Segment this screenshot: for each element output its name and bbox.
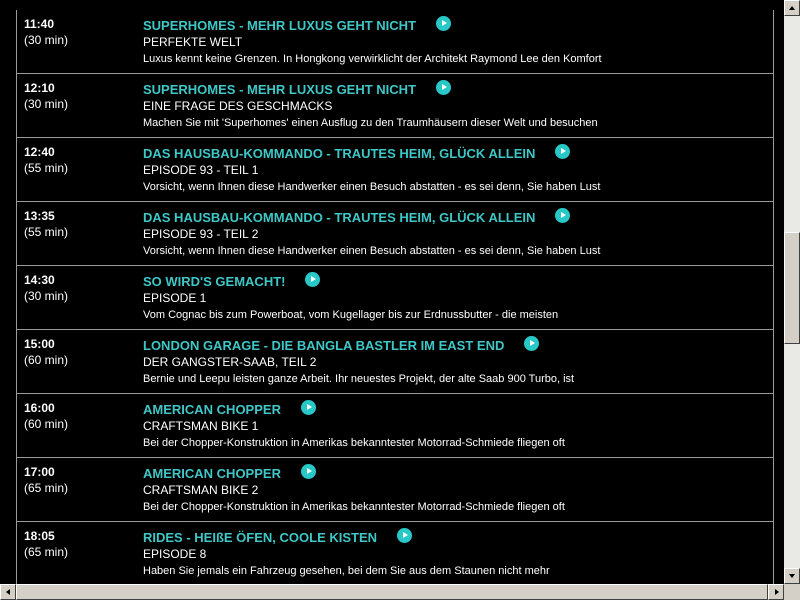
play-icon[interactable] xyxy=(555,208,570,223)
program-row xyxy=(17,266,773,330)
program-duration: (30 min) xyxy=(24,289,69,303)
program-time: 18:05 xyxy=(24,529,55,543)
episode-title: CRAFTSMAN BIKE 2 xyxy=(143,483,259,497)
program-title[interactable]: SUPERHOMES - MEHR LUXUS GEHT NICHT xyxy=(143,82,417,97)
play-icon[interactable] xyxy=(436,16,451,31)
play-icon[interactable] xyxy=(524,336,539,351)
scroll-up-button[interactable] xyxy=(784,0,800,16)
program-title-link[interactable] xyxy=(143,402,316,417)
program-description: Bernie und Leepu leisten ganze Arbeit. Ihr neuestes Projekt, der alte Saab 900 Turbo, ist xyxy=(143,373,575,385)
program-title[interactable]: AMERICAN CHOPPER xyxy=(143,466,281,481)
program-time: 11:40 xyxy=(24,17,55,31)
scroll-left-button[interactable] xyxy=(0,584,16,600)
program-title[interactable]: SUPERHOMES - MEHR LUXUS GEHT NICHT xyxy=(143,18,417,33)
program-time: 15:00 xyxy=(24,337,55,351)
play-icon[interactable] xyxy=(555,144,570,159)
program-time: 16:00 xyxy=(24,401,55,415)
vertical-scroll-thumb[interactable] xyxy=(784,232,800,344)
program-description: Vorsicht, wenn Ihnen diese Handwerker einen Besuch abstatten - es sei denn, Sie haben Lust xyxy=(143,181,601,193)
arrow-left-icon xyxy=(6,589,10,595)
program-title[interactable]: RIDES - HEIßE ÖFEN, COOLE KISTEN xyxy=(143,530,378,545)
program-title-link[interactable] xyxy=(143,210,570,225)
program-title-link[interactable] xyxy=(143,274,320,289)
episode-title: DER GANGSTER-SAAB, TEIL 2 xyxy=(143,355,317,369)
program-duration: (30 min) xyxy=(24,33,69,47)
program-description: Vorsicht, wenn Ihnen diese Handwerker einen Besuch abstatten - es sei denn, Sie haben Lust xyxy=(143,245,601,257)
program-title-link[interactable] xyxy=(143,530,412,545)
scroll-right-button[interactable] xyxy=(768,584,784,600)
program-row xyxy=(17,74,773,138)
program-description: Bei der Chopper-Konstruktion in Amerikas bekanntester Motorrad-Schmiede fliegen oft xyxy=(143,437,565,449)
program-title-link[interactable] xyxy=(143,466,316,481)
program-title[interactable]: SO WIRD'S GEMACHT! xyxy=(143,274,286,289)
program-duration: (60 min) xyxy=(24,353,69,367)
play-icon[interactable] xyxy=(301,400,316,415)
program-row xyxy=(17,202,773,266)
episode-title: PERFEKTE WELT xyxy=(143,35,243,49)
program-row xyxy=(17,394,773,458)
episode-title: EPISODE 93 - TEIL 2 xyxy=(143,227,259,241)
program-title-link[interactable] xyxy=(143,82,451,97)
program-title[interactable]: DAS HAUSBAU-KOMMANDO - TRAUTES HEIM, GLÜCK ALLEIN xyxy=(143,210,536,225)
program-time: 12:10 xyxy=(24,81,55,95)
program-title[interactable]: DAS HAUSBAU-KOMMANDO - TRAUTES HEIM, GLÜCK ALLEIN xyxy=(143,146,536,161)
arrow-down-icon xyxy=(789,574,795,578)
program-title[interactable]: AMERICAN CHOPPER xyxy=(143,402,281,417)
arrow-up-icon xyxy=(789,6,795,10)
program-row xyxy=(17,138,773,202)
program-description: Machen Sie mit 'Superhomes' einen Ausflug zu den Traumhäusern dieser Welt und besuchen xyxy=(143,117,598,129)
arrow-right-icon xyxy=(775,589,779,595)
horizontal-scroll-thumb[interactable] xyxy=(16,584,768,600)
episode-title: EINE FRAGE DES GESCHMACKS xyxy=(143,99,333,113)
episode-title: EPISODE 93 - TEIL 1 xyxy=(143,163,259,177)
scroll-down-button[interactable] xyxy=(784,568,800,584)
play-icon[interactable] xyxy=(436,80,451,95)
program-description: Haben Sie jemals ein Fahrzeug gesehen, bei dem Sie aus dem Staunen nicht mehr xyxy=(143,565,550,577)
program-duration: (55 min) xyxy=(24,225,69,239)
program-time: 13:35 xyxy=(24,209,55,223)
program-duration: (30 min) xyxy=(24,97,69,111)
program-title[interactable]: LONDON GARAGE - DIE BANGLA BASTLER IM EAST END xyxy=(143,338,505,353)
program-row xyxy=(17,458,773,522)
program-list xyxy=(16,10,774,584)
vertical-scrollbar[interactable] xyxy=(784,0,800,584)
program-duration: (55 min) xyxy=(24,161,69,175)
program-row xyxy=(17,10,773,74)
program-row xyxy=(17,330,773,394)
program-duration: (65 min) xyxy=(24,545,69,559)
play-icon[interactable] xyxy=(301,464,316,479)
program-time: 12:40 xyxy=(24,145,55,159)
episode-title: EPISODE 1 xyxy=(143,291,207,305)
program-description: Bei der Chopper-Konstruktion in Amerikas bekanntester Motorrad-Schmiede fliegen oft xyxy=(143,501,565,513)
program-duration: (65 min) xyxy=(24,481,69,495)
program-title-link[interactable] xyxy=(143,146,570,161)
program-row xyxy=(17,522,773,584)
play-icon[interactable] xyxy=(397,528,412,543)
program-description: Luxus kennt keine Grenzen. In Hongkong verwirklicht der Architekt Raymond Lee den Komfort xyxy=(143,53,602,65)
horizontal-scrollbar[interactable] xyxy=(0,584,784,600)
program-title-link[interactable] xyxy=(143,18,451,33)
episode-title: EPISODE 8 xyxy=(143,547,207,561)
program-title-link[interactable] xyxy=(143,338,539,353)
play-icon[interactable] xyxy=(305,272,320,287)
program-time: 17:00 xyxy=(24,465,55,479)
scrollbar-corner xyxy=(784,584,800,600)
episode-title: CRAFTSMAN BIKE 1 xyxy=(143,419,259,433)
program-description: Vom Cognac bis zum Powerboat, vom Kugellager bis zur Erdnussbutter - die meisten xyxy=(143,309,559,321)
program-time: 14:30 xyxy=(24,273,55,287)
program-duration: (60 min) xyxy=(24,417,69,431)
